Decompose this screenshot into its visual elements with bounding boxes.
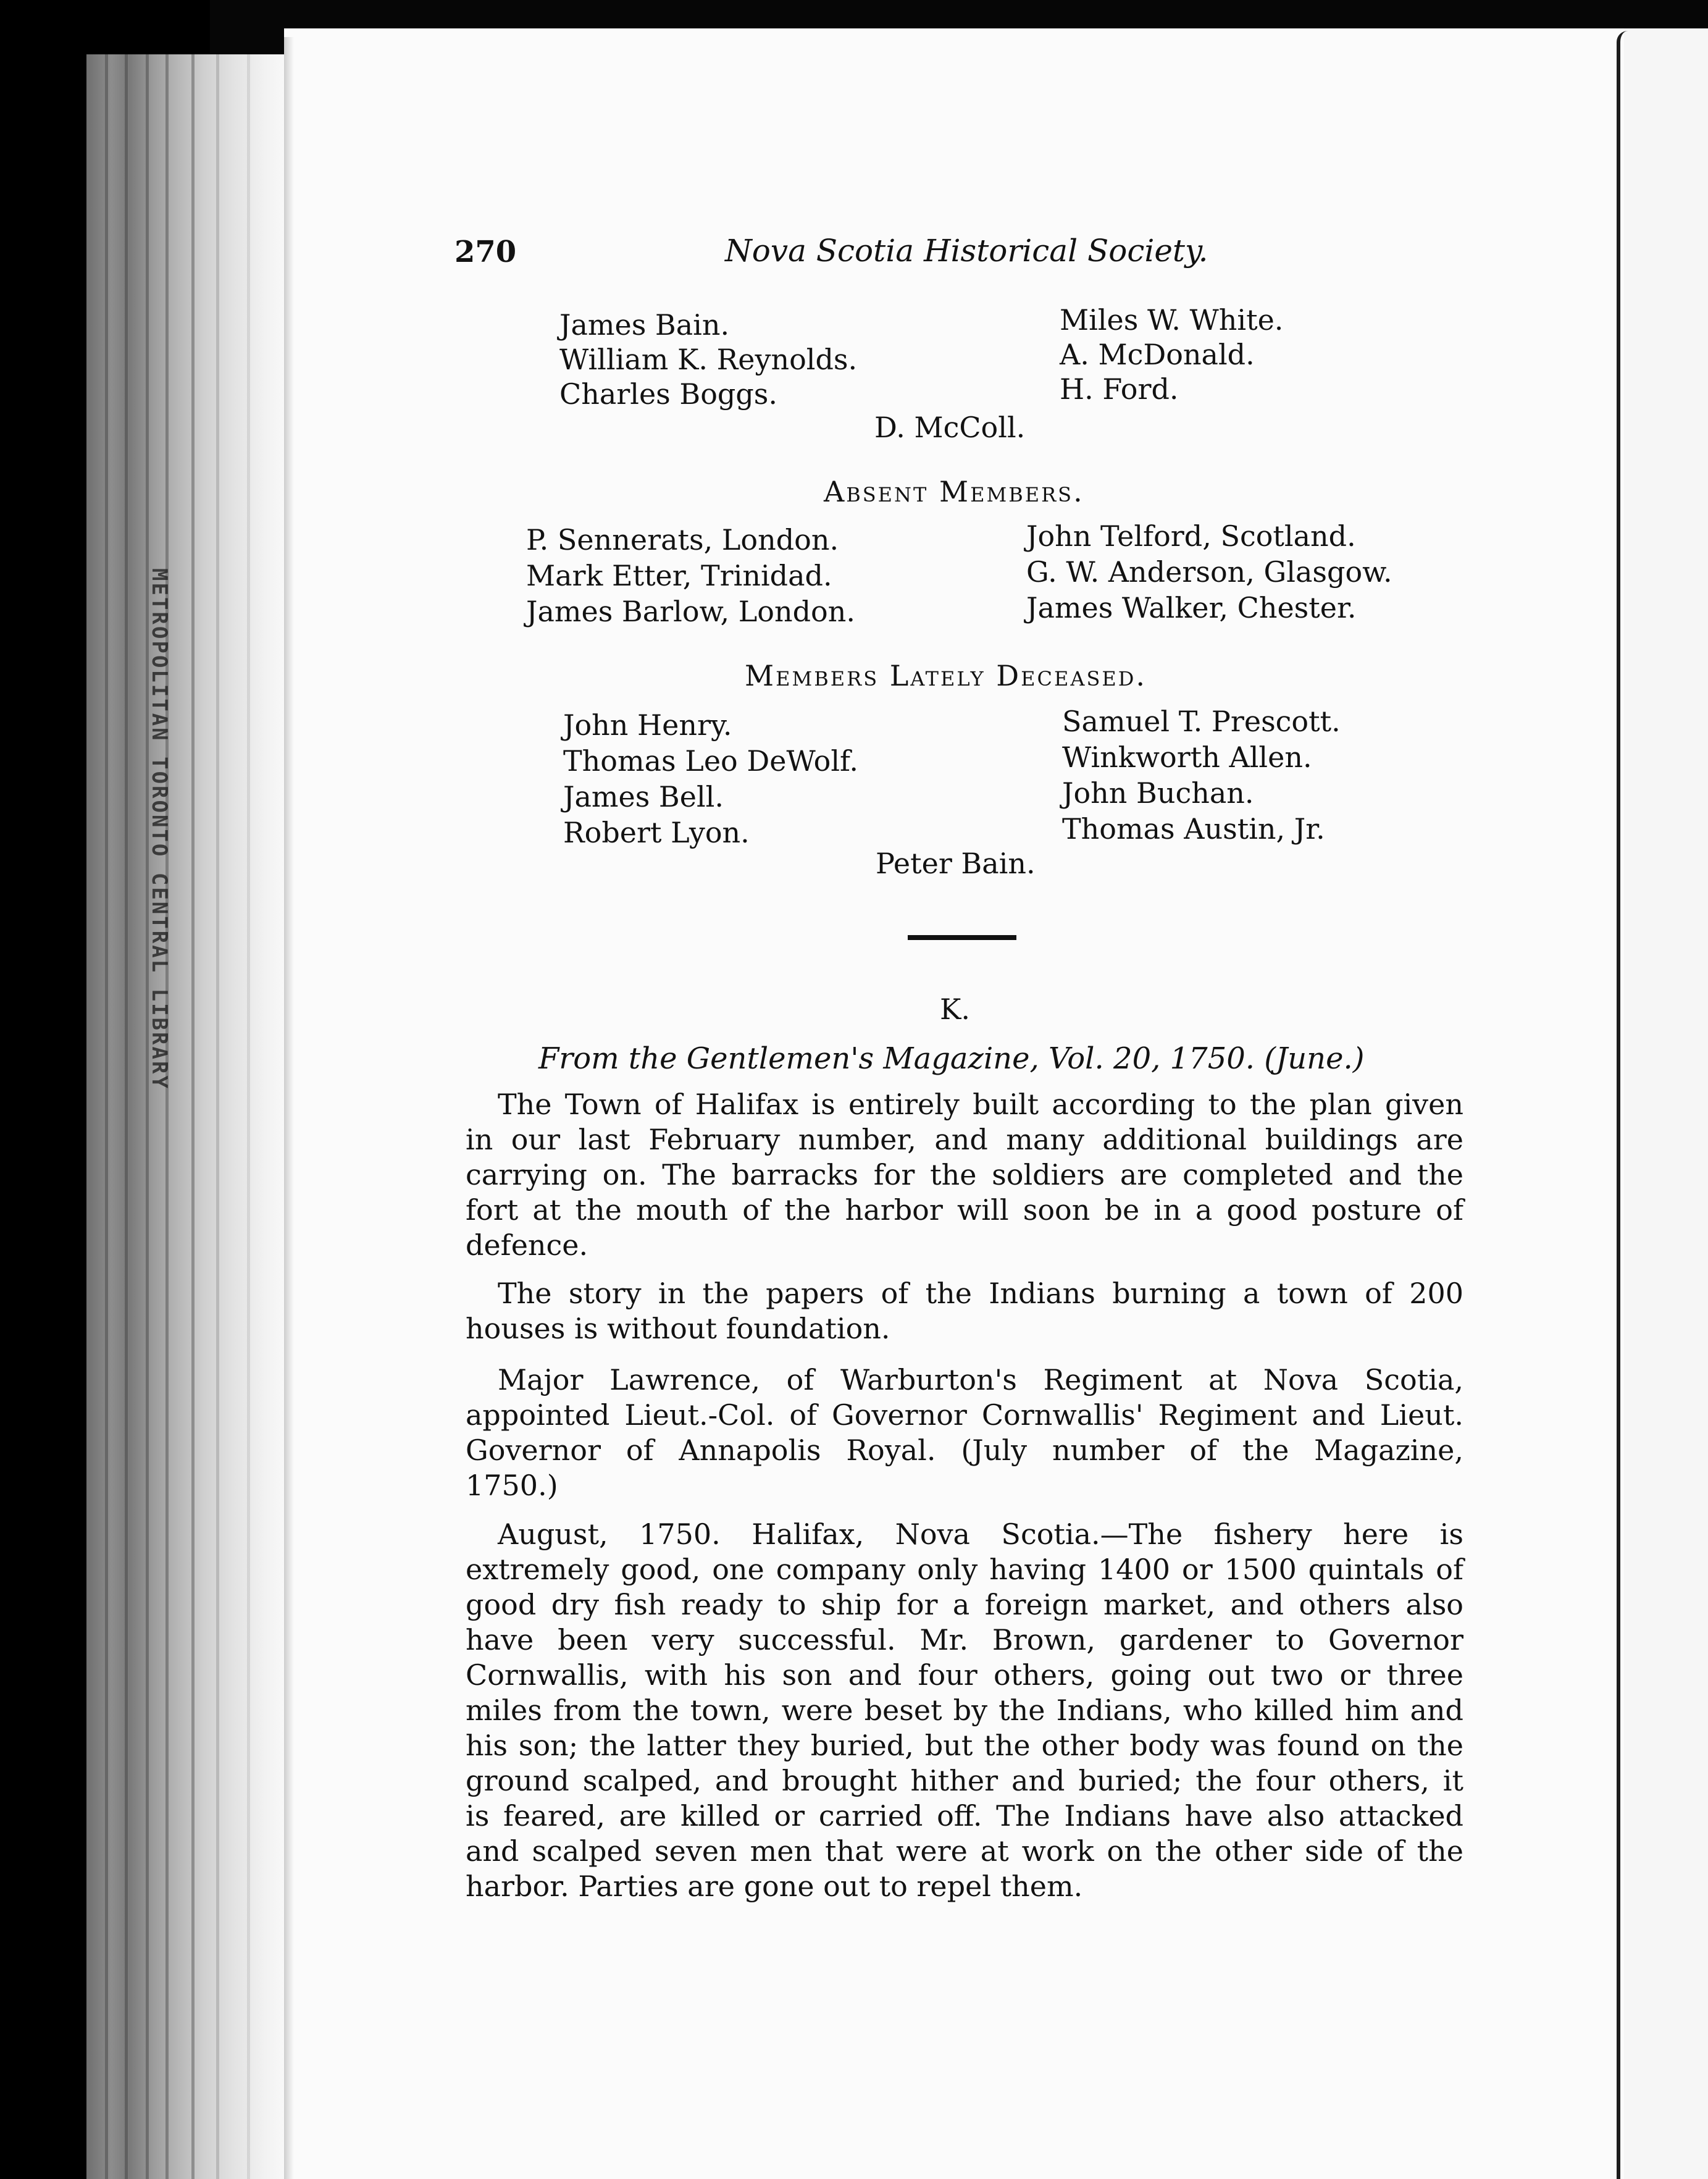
member-name: James Barlow, London. [526,595,855,628]
gutter-shadow [284,37,294,2179]
text-line: in our last February number, and many additional buildings are [466,1123,1463,1156]
member-name: John Henry. [563,708,732,742]
paragraph-1 [466,1087,1463,1263]
paragraph-2 [466,1276,1463,1346]
member-name: H. Ford. [1060,372,1179,406]
text-line: carrying on. The barracks for the soldiers are completed and the [466,1158,1463,1191]
member-name: Mark Etter, Trinidad. [526,559,832,592]
text-line: his son; the latter they buried, but the other body was found on the [466,1729,1463,1762]
text-line: miles from the town, were beset by the Indians, who killed him and [466,1694,1463,1727]
library-stamp: METROPOLITAN TORONTO CENTRAL LIBRARY [147,568,172,1090]
member-name: Peter Bain. [876,847,1036,880]
member-name: Samuel T. Prescott. [1062,705,1341,738]
text-line: August, 1750. Halifax, Nova Scotia.—The fishery here is [498,1518,1463,1551]
member-name: Robert Lyon. [563,816,750,849]
member-name: P. Sennerats, London. [526,523,839,556]
text-line: Governor of Annapolis Royal. (July number of the Magazine, [466,1434,1463,1467]
member-name: John Buchan. [1062,776,1254,810]
text-line: and scalped seven men that were at work on the other side of the [466,1834,1463,1868]
text-line: houses is without foundation. [466,1312,890,1345]
text-line: have been very successful. Mr. Brown, gardener to Governor [466,1623,1463,1656]
text-line: The story in the papers of the Indians burning a town of 200 [498,1277,1463,1310]
absent-members-heading: Absent Members. [824,475,1084,508]
member-name: William K. Reynolds. [559,343,858,376]
text-line: Cornwallis, with his son and four others, going out two or three [466,1658,1463,1692]
page-number: 270 [454,235,517,269]
text-line: is feared, are killed or carried off. The Indians have also attacked [466,1799,1463,1833]
member-name: Winkworth Allen. [1062,741,1312,774]
text-line: ground scalped, and brought hither and buried; the four others, it [466,1764,1463,1797]
member-name: James Bain. [559,308,730,342]
text-line: Major Lawrence, of Warburton's Regiment at Nova Scotia, [498,1363,1463,1396]
text-line: harbor. Parties are gone out to repel them. [466,1870,1083,1903]
text-line: The Town of Halifax is entirely built according to the plan given [498,1088,1463,1121]
section-divider [908,935,1016,940]
member-name: Charles Boggs. [559,377,778,411]
page-curl-edge [1617,31,1639,2179]
book-page-edges [86,54,290,2179]
text-line: defence. [466,1228,588,1262]
text-line: fort at the mouth of the harbor will soon be in a good posture of [466,1193,1463,1227]
member-name: Thomas Austin, Jr. [1062,812,1325,846]
text-line: appointed Lieut.-Col. of Governor Cornwallis' Regiment and Lieut. [466,1398,1463,1432]
member-name: James Bell. [563,780,724,813]
member-name: James Walker, Chester. [1026,591,1357,624]
section-letter: K. [940,993,970,1026]
paragraph-3 [466,1362,1463,1503]
text-line: 1750.) [466,1469,558,1502]
deceased-members-heading: Members Lately Deceased. [745,659,1147,692]
running-head: Nova Scotia Historical Society. [725,233,1208,269]
source-citation: From the Gentlemen's Magazine, Vol. 20, 1750. (June.) [538,1041,1365,1076]
text-line: extremely good, one company only having 1400 or 1500 quintals of [466,1553,1463,1586]
text-line: good dry fish ready to ship for a foreign market, and others also [466,1588,1463,1621]
member-name: A. McDonald. [1060,338,1255,371]
member-name: Thomas Leo DeWolf. [563,744,859,778]
paragraph-4 [466,1517,1463,1904]
member-name: Miles W. White. [1060,303,1284,337]
member-name: John Telford, Scotland. [1026,519,1356,553]
member-name: D. McColl. [874,411,1026,444]
member-name: G. W. Anderson, Glasgow. [1026,555,1392,589]
